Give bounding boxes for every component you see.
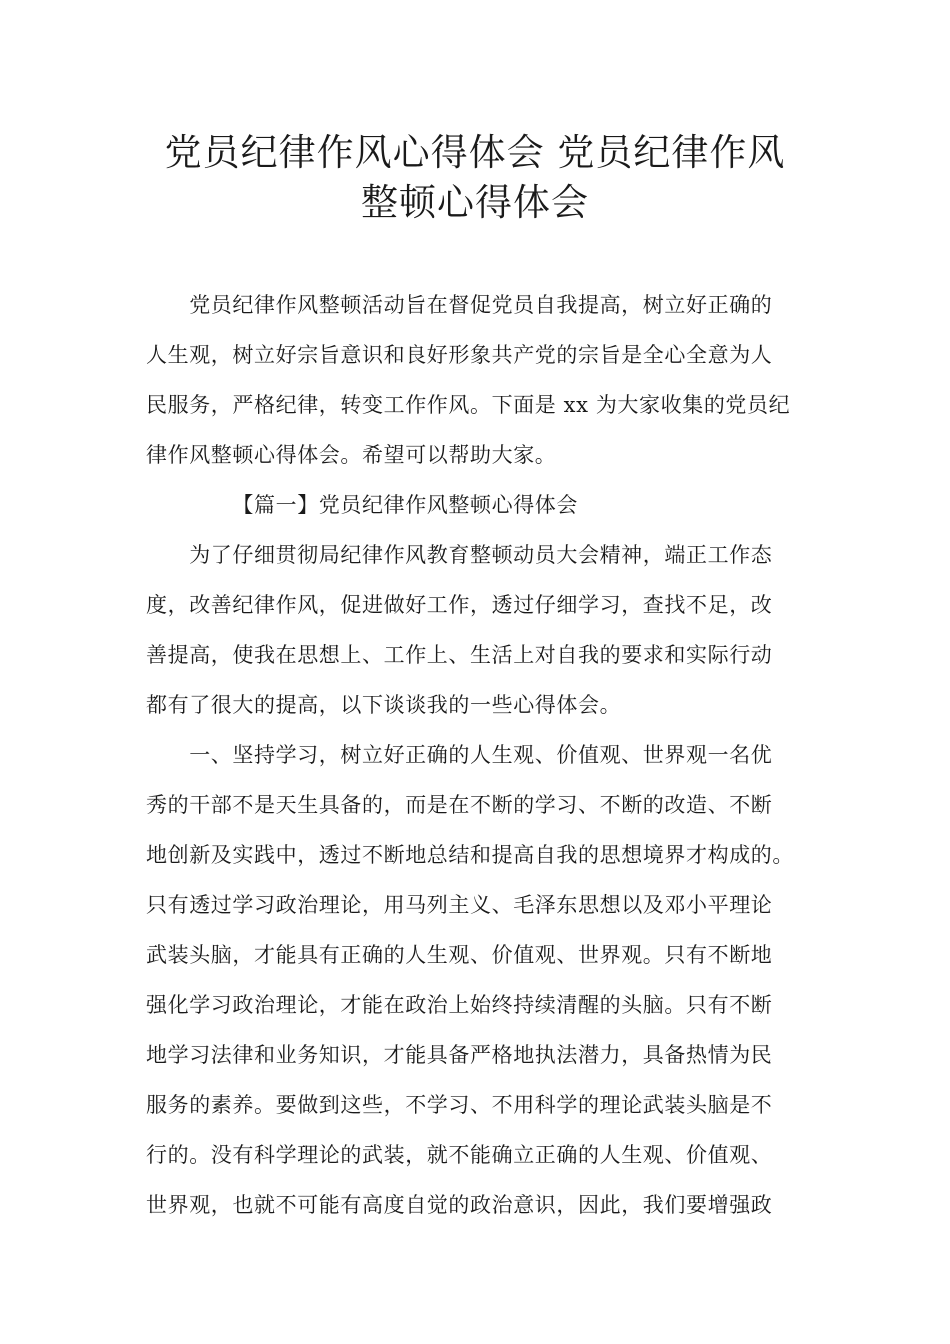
text-line: 只有透过学习政治理论，用马列主义、毛泽东思想以及邓小平理论 [146, 893, 773, 917]
text-line: 度，改善纪律作风，促进做好工作，透过仔细学习，查找不足，改 [146, 593, 773, 617]
text-line: 世界观，也就不可能有高度自觉的政治意识，因此，我们要增强政 [146, 1193, 773, 1217]
text-line: 地学习法律和业务知识，才能具备严格地执法潜力，具备热情为民 [146, 1043, 773, 1067]
section-heading: 【篇一】党员纪律作风整顿心得体会 [232, 493, 578, 517]
document-title [120, 128, 830, 228]
text-line: 都有了很大的提高，以下谈谈我的一些心得体会。 [146, 693, 622, 717]
text-line: 秀的干部不是天生具备的，而是在不断的学习、不断的改造、不断 [146, 793, 773, 817]
text-line: 地创新及实践中，透过不断地总结和提高自我的思想境界才构成的。 [146, 843, 794, 867]
title-line-1: 党员纪律作风心得体会 党员纪律作风 [164, 131, 786, 174]
text-line: 党员纪律作风整顿活动旨在督促党员自我提高，树立好正确的 [189, 293, 773, 317]
text-line: 强化学习政治理论，才能在政治上始终持续清醒的头脑。只有不断 [146, 993, 773, 1017]
text-line: 一、坚持学习，树立好正确的人生观、价值观、世界观一名优 [189, 743, 773, 767]
text-line: 行的。没有科学理论的武装，就不能确立正确的人生观、价值观、 [146, 1143, 773, 1167]
title-line-2: 整顿心得体会 [361, 181, 589, 224]
text-line: 武装头脑，才能具有正确的人生观、价值观、世界观。只有不断地 [146, 943, 773, 967]
text-line: 善提高，使我在思想上、工作上、生活上对自我的要求和实际行动 [146, 643, 773, 667]
text-line: 服务的素养。要做到这些，不学习、不用科学的理论武装头脑是不 [146, 1093, 773, 1117]
text-line: 人生观，树立好宗旨意识和良好形象共产党的宗旨是全心全意为人 [146, 343, 773, 367]
text-line: 民服务，严格纪律，转变工作作风。下面是 xx 为大家收集的党员纪 [146, 393, 791, 417]
text-line: 为了仔细贯彻局纪律作风教育整顿动员大会精神，端正工作态 [189, 543, 773, 567]
text-line: 律作风整顿心得体会。希望可以帮助大家。 [146, 443, 557, 467]
